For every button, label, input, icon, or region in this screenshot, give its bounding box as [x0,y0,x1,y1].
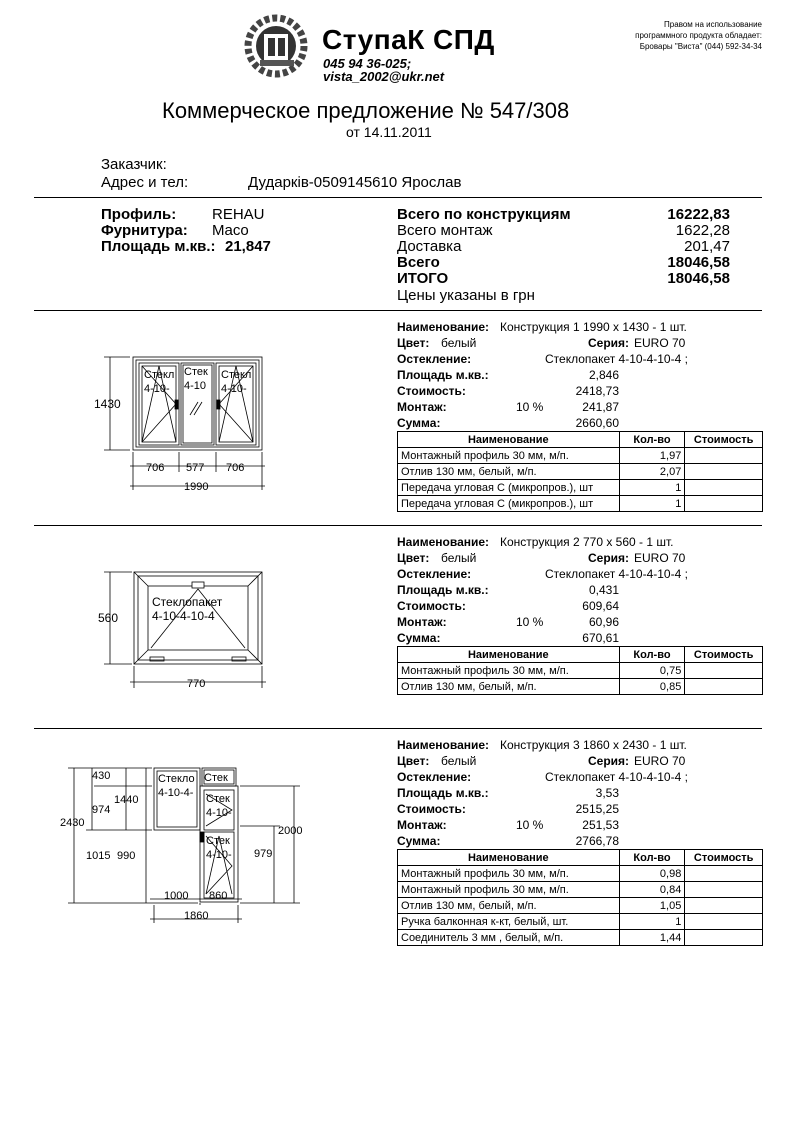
table-cell-cost [685,914,763,930]
column-header: Наименование [398,647,620,663]
table-cell-qty: 0,84 [619,882,685,898]
divider [34,525,762,526]
column-header: Стоимость [685,432,763,448]
dimension-label: 974 [92,804,111,816]
width-dimension: 706 [146,462,165,474]
table-row [398,480,763,496]
dimension-label: 1860 [184,910,209,922]
cost-label: Стоимость: [397,599,466,613]
dimension-label: 2000 [278,825,303,837]
series-value: EURO 70 [634,551,686,565]
total-label: Всего [397,254,440,271]
glazing-value: Стеклопакет 4-10-4-10-4 ; [545,567,688,581]
sum-value: 2660,60 [575,416,619,430]
table-cell-qty: 1 [619,914,685,930]
table-row [398,866,763,882]
table-cell-qty: 0,75 [619,663,685,679]
table-cell-name: Монтажный профиль 30 мм, м/п. [398,448,620,464]
pane-label: Стекло [158,773,195,785]
area-value: 21,847 [225,238,271,255]
rights-line: Бровары "Виста" (044) 592-34-34 [639,42,762,51]
column-header: Кол-во [619,432,685,448]
total-width-dimension: 1990 [184,481,209,493]
glazing-value: Стеклопакет 4-10-4-10-4 ; [545,770,688,784]
area-label: Площадь м.кв.: [101,238,216,255]
table-cell-cost [685,448,763,464]
table-cell-qty: 1 [619,496,685,512]
glazing-value: Стеклопакет 4-10-4-10-4 ; [545,352,688,366]
table-row [398,679,763,695]
address-value: Дударків-0509145610 Ярослав [248,174,462,191]
install-percent: 10 % [516,818,544,832]
divider [34,310,762,311]
table-cell-name: Отлив 130 мм, белый, м/п. [398,898,620,914]
cost-value: 609,64 [582,599,619,613]
area-label: Площадь м.кв.: [397,583,489,597]
total-label: ИТОГО [397,270,449,287]
total-label: Доставка [397,238,462,255]
table-cell-name: Монтажный профиль 30 мм, м/п. [398,882,620,898]
pane-label: Стек [204,772,228,784]
column-header: Стоимость [685,647,763,663]
hardware-label: Фурнитура: [101,222,188,239]
table-row [398,914,763,930]
pane-label: Стек [206,793,230,805]
profile-value: REHAU [212,206,265,223]
table-cell-qty: 0,98 [619,866,685,882]
width-dimension: 577 [186,462,205,474]
dimension-label: 430 [92,770,111,782]
dimension-label: 860 [209,890,228,902]
height-dimension: 560 [98,611,119,625]
construction-1-drawing [80,340,280,500]
table-header-row [398,432,763,448]
table-cell-cost [685,679,763,695]
total-width-dimension: 770 [187,678,206,690]
table-cell-name: Монтажный профиль 30 мм, м/п. [398,663,620,679]
series-label: Серия: [588,754,630,768]
column-header: Кол-во [619,850,685,866]
sum-value: 670,61 [582,631,619,645]
pane-label: 4-10- [221,383,247,395]
install-value: 241,87 [582,400,619,414]
series-value: EURO 70 [634,754,686,768]
area-label: Площадь м.кв.: [397,368,489,382]
pane-label: Стеклопакет [152,595,223,609]
total-label: Всего монтаж [397,222,493,239]
table-cell-name: Передача угловая С (микропров.), шт [398,480,620,496]
sum-value: 2766,78 [575,834,619,848]
company-name: СтупаК СПД [322,24,495,55]
company-phone: 045 94 36-025; [323,56,412,71]
install-label: Монтаж: [397,615,447,629]
pane-label: 4-10- [206,849,232,861]
area-value: 0,431 [588,583,619,597]
table-cell-cost [685,496,763,512]
dimension-label: 1015 [86,850,111,862]
table-row [398,448,763,464]
cost-label: Стоимость: [397,802,466,816]
hardware-value: Maco [212,222,249,239]
color-value: белый [441,754,477,768]
cost-label: Стоимость: [397,384,466,398]
table-cell-qty: 1 [619,480,685,496]
construction-2-drawing [90,560,280,695]
company-email: vista_2002@ukr.net [323,69,445,84]
sum-label: Сумма: [397,631,441,645]
total-value: 1622,28 [675,222,730,239]
total-value: 201,47 [684,238,730,255]
dimension-label: 979 [254,848,273,860]
column-header: Наименование [398,850,620,866]
table-cell-cost [685,480,763,496]
divider [34,197,762,198]
customer-label: Заказчик: [101,156,167,173]
table-cell-name: Отлив 130 мм, белый, м/п. [398,679,620,695]
table-row [398,882,763,898]
series-label: Серия: [588,551,630,565]
pane-label: 4-10-4-10-4 [152,609,215,623]
dimension-label: 2430 [60,817,85,829]
cost-value: 2418,73 [575,384,619,398]
width-dimension: 706 [226,462,245,474]
items-table [397,646,763,695]
items-table [397,849,763,946]
total-value: 16222,83 [667,206,730,223]
table-cell-cost [685,464,763,480]
install-percent: 10 % [516,615,544,629]
table-cell-qty: 1,97 [619,448,685,464]
table-cell-name: Монтажный профиль 30 мм, м/п. [398,866,620,882]
color-value: белый [441,336,477,350]
install-value: 60,96 [588,615,619,629]
logo-gear-icon [240,12,320,82]
color-value: белый [441,551,477,565]
column-header: Наименование [398,432,620,448]
height-dimension: 1430 [94,397,121,411]
series-value: EURO 70 [634,336,686,350]
construction-3-drawing [56,758,316,928]
pane-label: Стек [206,835,230,847]
pane-label: 4-10-4- [158,787,194,799]
table-cell-qty: 2,07 [619,464,685,480]
table-cell-qty: 1,44 [619,930,685,946]
table-header-row [398,647,763,663]
table-cell-qty: 0,85 [619,679,685,695]
pane-label: 4-10- [206,807,232,819]
table-cell-name: Отлив 130 мм, белый, м/п. [398,464,620,480]
table-row [398,663,763,679]
pane-label: Стекл [221,369,252,381]
divider [34,728,762,729]
total-label: Всего по конструкциям [397,206,571,223]
glazing-label: Остекление: [397,770,472,784]
table-row [398,464,763,480]
table-header-row [398,850,763,866]
rights-line: Правом на использование [664,20,762,29]
column-header: Кол-во [619,647,685,663]
pane-label: Стек [184,366,208,378]
document-title: Коммерческое предложение № 547/308 [162,98,570,123]
glazing-label: Остекление: [397,352,472,366]
table-cell-cost [685,930,763,946]
dimension-label: 1000 [164,890,189,902]
install-label: Монтаж: [397,400,447,414]
table-cell-cost [685,663,763,679]
profile-label: Профиль: [101,206,177,223]
table-cell-name: Соединитель 3 мм , белый, м/п. [398,930,620,946]
color-label: Цвет: [397,336,430,350]
name-label: Наименование: [397,535,490,549]
glazing-label: Остекление: [397,567,472,581]
table-cell-cost [685,882,763,898]
install-label: Монтаж: [397,818,447,832]
column-header: Стоимость [685,850,763,866]
table-cell-name: Передача угловая С (микропров.), шт [398,496,620,512]
install-percent: 10 % [516,400,544,414]
area-value: 3,53 [595,786,619,800]
install-value: 251,53 [582,818,619,832]
table-cell-cost [685,866,763,882]
address-label: Адрес и тел: [101,174,189,191]
table-row [398,496,763,512]
total-value: 18046,58 [667,270,730,287]
document-date: от 14.11.2011 [346,124,432,140]
construction-name: Конструкция 2 770 х 560 - 1 шт. [500,535,674,549]
name-label: Наименование: [397,320,490,334]
table-cell-name: Ручка балконная к-кт, белый, шт. [398,914,620,930]
total-value: 18046,58 [667,254,730,271]
table-row [398,898,763,914]
currency-note: Цены указаны в грн [397,287,535,304]
items-table [397,431,763,512]
table-cell-qty: 1,05 [619,898,685,914]
construction-name: Конструкция 1 1990 х 1430 - 1 шт. [500,320,687,334]
construction-name: Конструкция 3 1860 х 2430 - 1 шт. [500,738,687,752]
pane-label: 4-10- [144,383,170,395]
rights-line: программного продукта обладает: [635,31,762,40]
sum-label: Сумма: [397,834,441,848]
color-label: Цвет: [397,551,430,565]
pane-label: 4-10 [184,380,207,392]
table-cell-cost [685,898,763,914]
dimension-label: 990 [117,850,136,862]
color-label: Цвет: [397,754,430,768]
software-rights-note [635,19,762,52]
pane-label: Стекл [144,369,175,381]
cost-value: 2515,25 [575,802,619,816]
table-row [398,930,763,946]
area-value: 2,846 [588,368,619,382]
name-label: Наименование: [397,738,490,752]
series-label: Серия: [588,336,630,350]
sum-label: Сумма: [397,416,441,430]
dimension-label: 1440 [114,794,139,806]
area-label: Площадь м.кв.: [397,786,489,800]
